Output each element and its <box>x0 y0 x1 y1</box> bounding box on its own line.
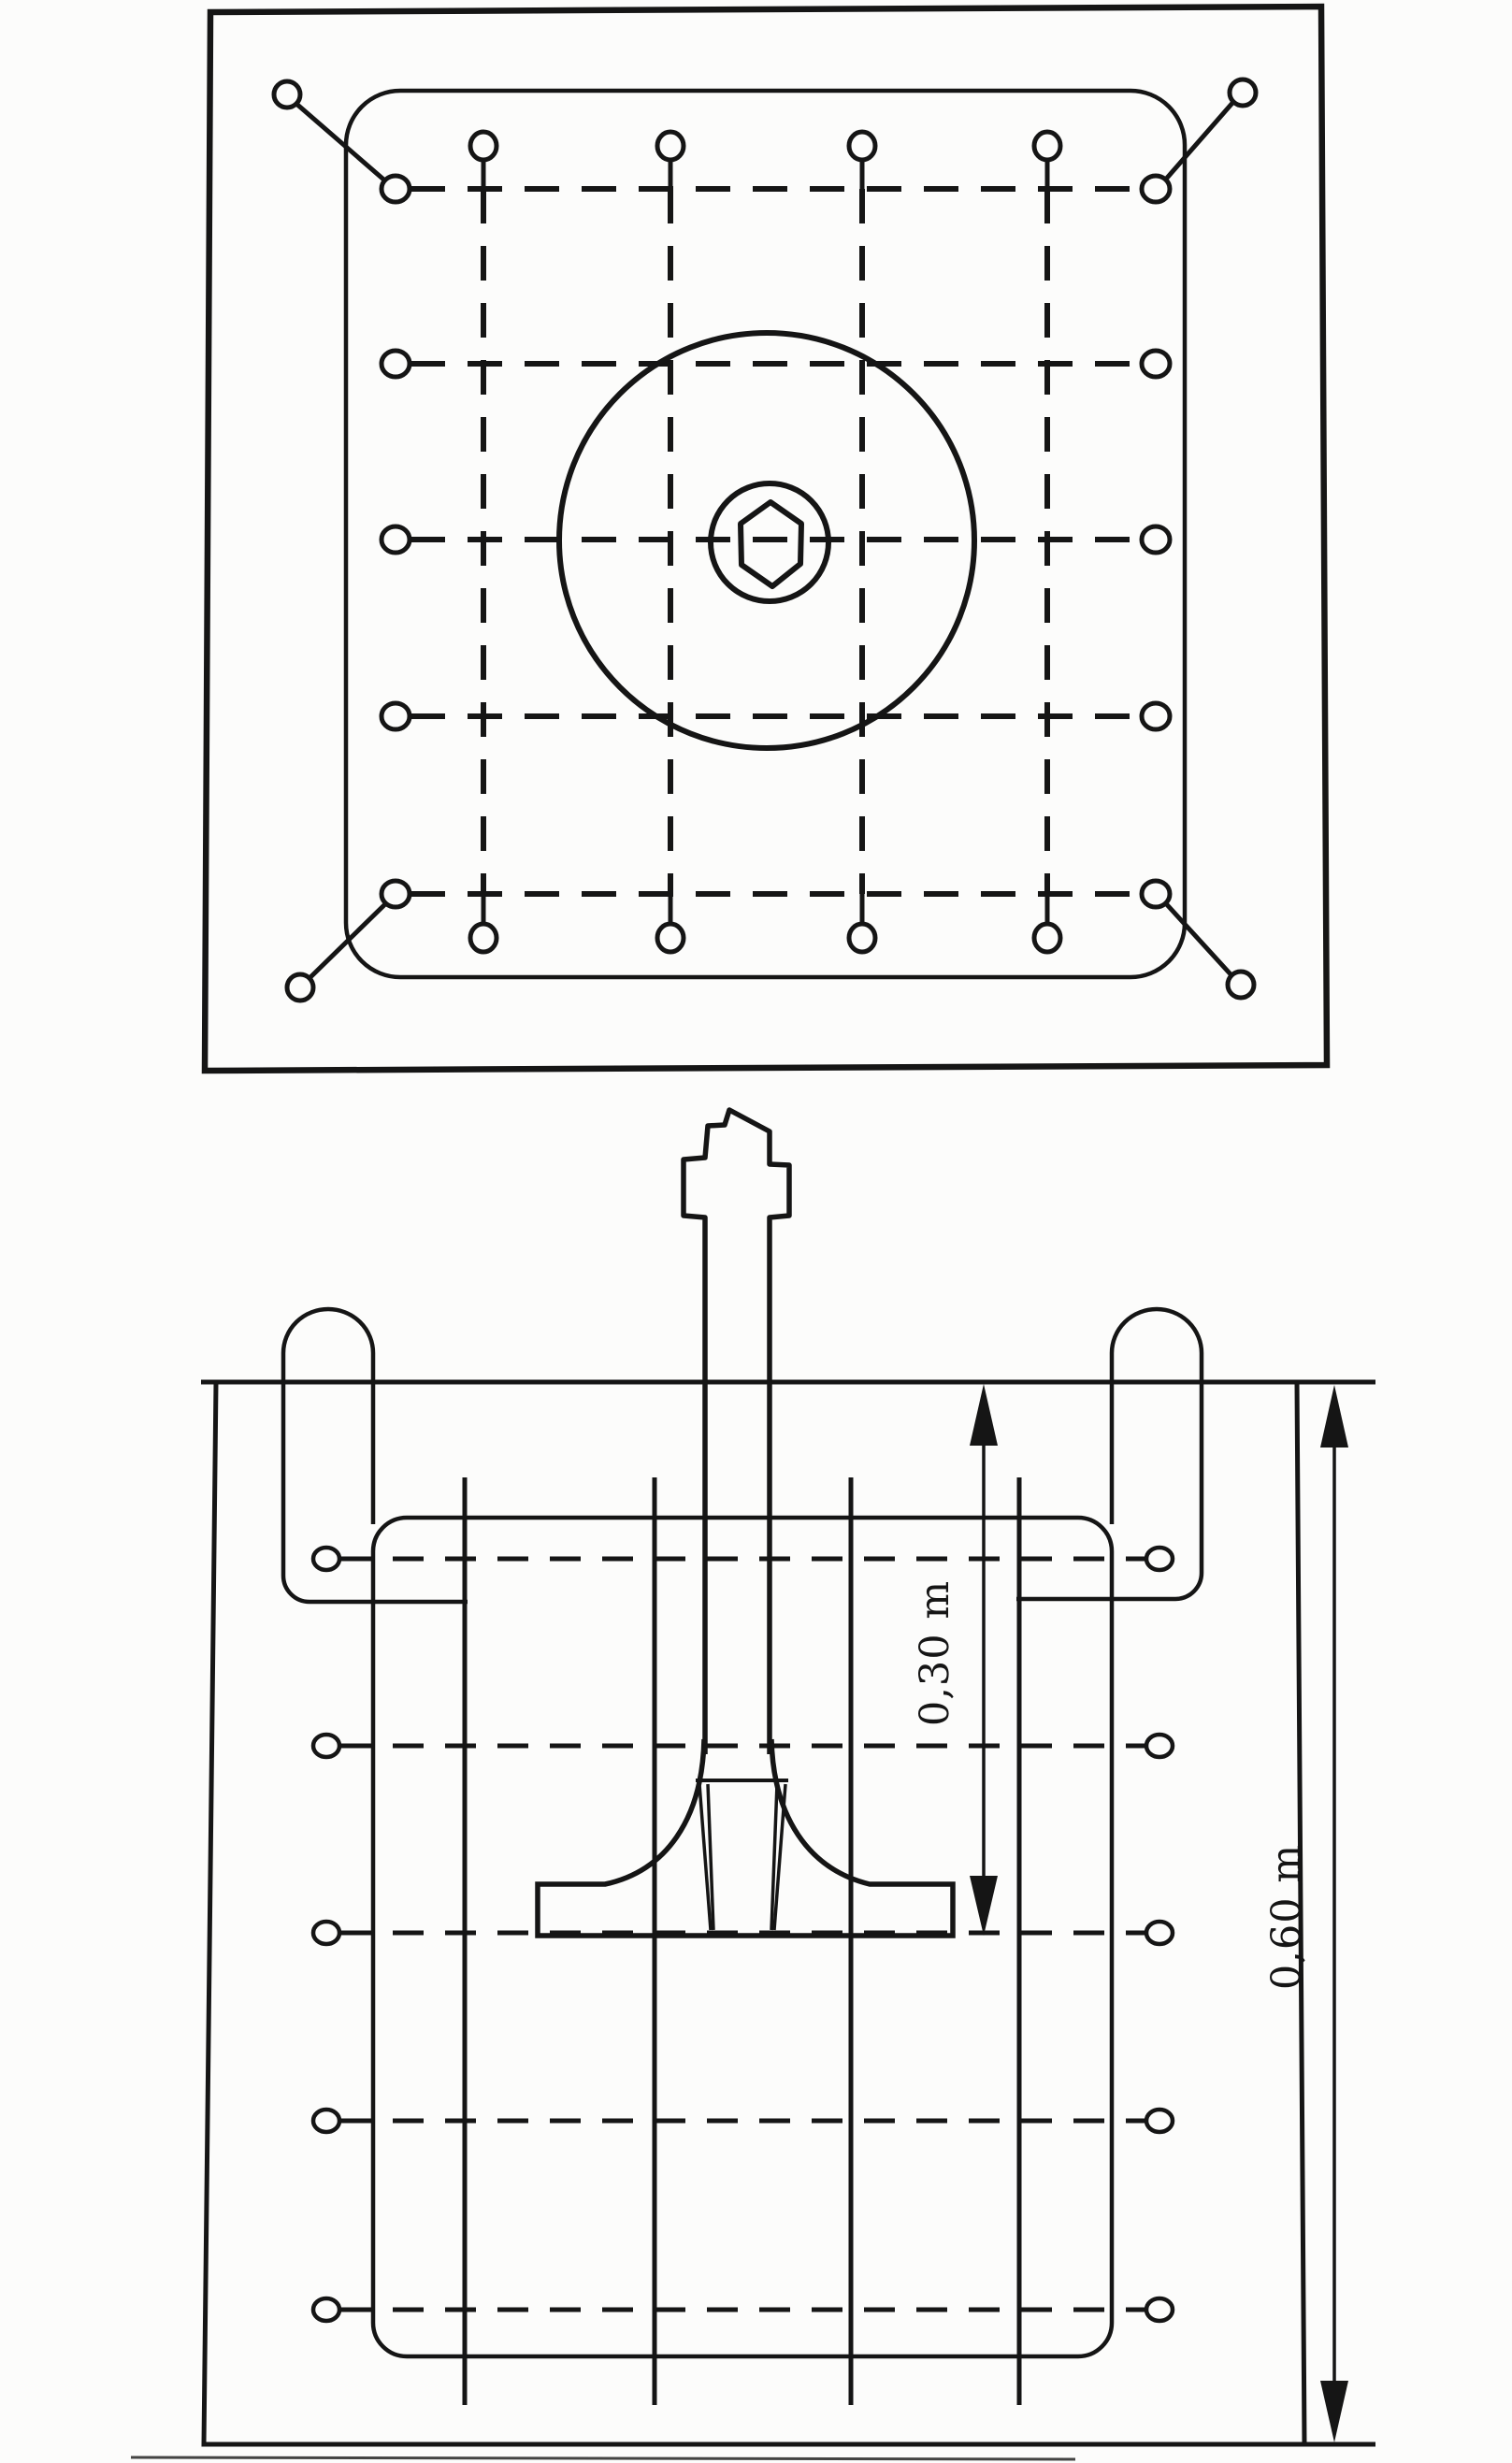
plan-view <box>205 7 1327 1071</box>
bar-end-ring <box>1146 1548 1173 1570</box>
bar-end-ring <box>313 2110 339 2132</box>
bar-end-ring <box>1142 703 1170 729</box>
corner-tie-ring <box>287 974 313 1001</box>
arrowhead-up-icon <box>1320 1385 1348 1448</box>
bar-end-ring <box>313 1548 339 1570</box>
rebar-loop-left <box>283 1309 468 1602</box>
dimension-total-depth <box>1263 1385 1348 2442</box>
plan-base-plate-outline <box>346 91 1185 977</box>
bar-end-ring <box>849 924 875 952</box>
bar-end-ring <box>1142 351 1170 377</box>
arrowhead-down-icon <box>970 1876 998 1936</box>
bar-end-ring <box>657 924 684 952</box>
dim-label-total-depth: 0,60 m <box>1263 1843 1310 1991</box>
corner-tie <box>296 104 388 183</box>
dim-label-embed-depth: 0,30 m <box>912 1579 958 1727</box>
bar-end-ring <box>1146 2110 1173 2132</box>
bar-end-ring <box>849 132 875 160</box>
bar-end-ring <box>382 703 410 729</box>
bar-end-ring <box>470 924 497 952</box>
bar-end-ring <box>1146 2298 1173 2321</box>
section-view <box>131 1110 1375 2459</box>
post-outline <box>684 1110 789 1754</box>
corner-tie <box>1162 900 1231 975</box>
bar-end-ring <box>382 176 410 202</box>
arrowhead-up-icon <box>970 1384 998 1446</box>
bar-end-ring <box>313 1922 339 1944</box>
base-plate-flare-outline <box>538 1739 953 1936</box>
bar-end-ring <box>382 881 410 907</box>
bar-end-ring <box>313 1735 339 1757</box>
bar-end-ring <box>1146 1735 1173 1757</box>
corner-tie <box>310 900 390 978</box>
section-rebar-cage <box>283 1309 1202 2405</box>
embedded-post <box>538 1110 953 1936</box>
scan-edge-line <box>131 2457 1075 2459</box>
arrowhead-down-icon <box>1320 2381 1348 2442</box>
bar-end-ring <box>382 351 410 377</box>
bar-end-ring <box>1034 924 1060 952</box>
plan-mesh-horizontal-bars <box>410 189 1143 894</box>
bar-end-ring <box>313 2298 339 2321</box>
bar-end-ring <box>1142 526 1170 553</box>
hex-bolt-head <box>741 502 801 586</box>
bar-end-ring <box>1034 132 1060 160</box>
corner-tie-ring <box>1228 972 1254 998</box>
bar-end-ring <box>1146 1922 1173 1944</box>
corner-tie-ring <box>1230 79 1256 106</box>
dimension-embed-depth <box>912 1384 998 1936</box>
corner-tie-ring <box>274 81 300 108</box>
bar-end-ring <box>470 132 497 160</box>
bar-end-ring <box>1142 881 1170 907</box>
bar-end-ring <box>1142 176 1170 202</box>
bar-end-ring <box>382 526 410 553</box>
bar-end-ring <box>657 132 684 160</box>
base-gussets <box>699 1784 785 1930</box>
